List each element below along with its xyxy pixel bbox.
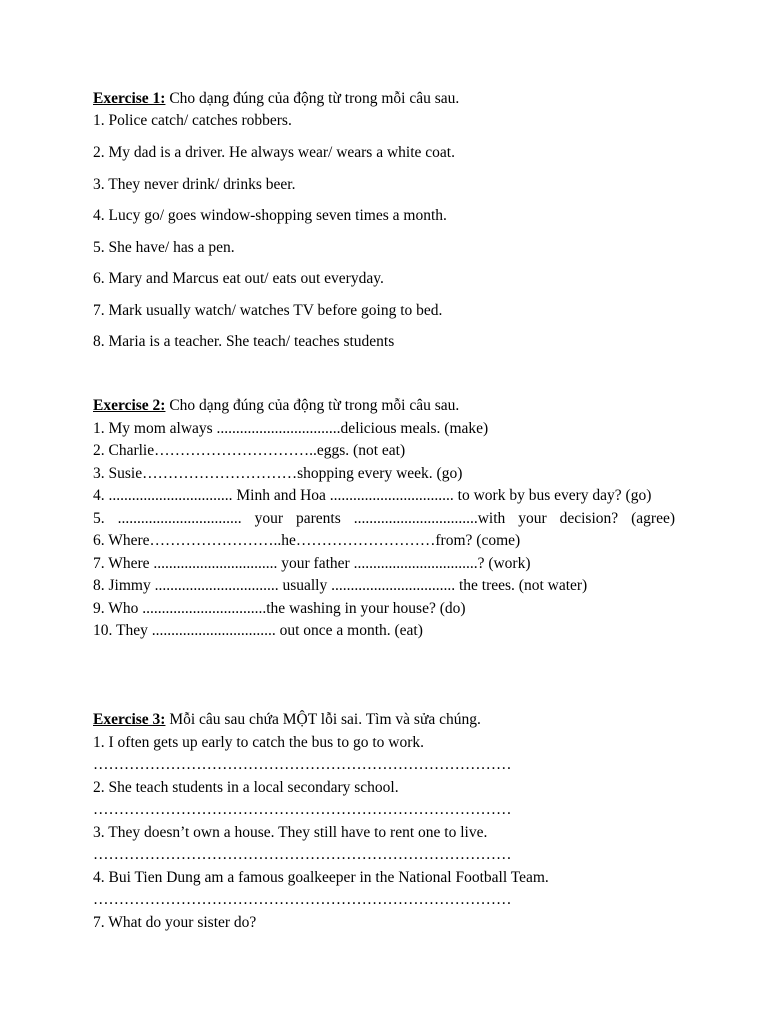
exercise-1-item: 3. They never drink/ drinks beer. [93,175,296,193]
exercise-1-instruction: Cho dạng đúng của động từ trong mỗi câu sau. [165,90,460,107]
exercise-1-label: Exercise 1: [93,90,166,107]
exercise-2-item: 2. Charlie…………………………..eggs. (not eat) [93,442,406,459]
exercise-3-item: 4. Bui Tien Dung am a famous goalkeeper in the National Football Team. [93,868,549,886]
exercise-2-title [93,395,675,418]
exercise-2-item: 5. ................................ your parents ................................with your decision? (agree) [93,509,675,527]
exercise-2-item: 3. Susie…………………………shopping every week. (go) [93,464,463,482]
exercise-2-label: Exercise 2: [93,397,166,414]
exercise-2 [93,395,675,643]
answer-line: ……………………………………………………………………… [93,756,512,773]
exercise-1-item: 6. Mary and Marcus eat out/ eats out everyday. [93,270,384,287]
exercise-1 [93,88,675,363]
exercise-1-item: 4. Lucy go/ goes window-shopping seven times a month. [93,207,447,224]
exercise-2-instruction: Cho dạng đúng của động từ trong mỗi câu sau. [165,397,460,414]
exercise-2-item: 9. Who ................................the washing in your house? (do) [93,599,466,617]
answer-line: ……………………………………………………………………… [93,846,512,863]
exercise-1-item: 2. My dad is a driver. He always wear/ wears a white coat. [93,144,455,161]
answer-line: ……………………………………………………………………… [93,891,512,908]
exercise-1-item: 1. Police catch/ catches robbers. [93,112,292,129]
exercise-1-item: 8. Maria is a teacher. She teach/ teaches students [93,333,395,350]
answer-line: ……………………………………………………………………… [93,801,512,818]
exercise-2-item: 6. Where……………………..he………………………from? (come) [93,532,521,549]
exercise-2-item: 1. My mom always ................................delicious meals. (make) [93,419,489,437]
exercise-3-item: 7. What do your sister do? [93,913,257,931]
exercise-2-item: 10. They ................................ out once a month. (eat) [93,622,423,639]
exercise-1-title [93,88,675,110]
exercise-3-instruction: Mỗi câu sau chứa MỘT lỗi sai. Tìm và sửa chúng. [165,711,481,728]
exercise-3-item: 2. She teach students in a local secondary school. [93,778,399,796]
exercise-2-item: 4. ................................ Minh and Hoa ................................ to work by bus every day? (go) [93,487,652,504]
exercise-2-item: 8. Jimmy ................................ usually ................................ the trees. (not water) [93,577,588,594]
exercise-2-item: 7. Where ................................ your father ................................? (work) [93,554,531,572]
exercise-3-title [93,709,675,732]
exercise-3-item: 3. They doesn’t own a house. They still have to rent one to live. [93,823,488,841]
exercise-1-item: 7. Mark usually watch/ watches TV before going to bed. [93,301,443,319]
exercise-1-item: 5. She have/ has a pen. [93,238,235,256]
exercise-3-item: 1. I often gets up early to catch the bus to go to work. [93,733,425,751]
exercise-3-label: Exercise 3: [93,711,166,728]
exercise-3 [93,709,675,934]
